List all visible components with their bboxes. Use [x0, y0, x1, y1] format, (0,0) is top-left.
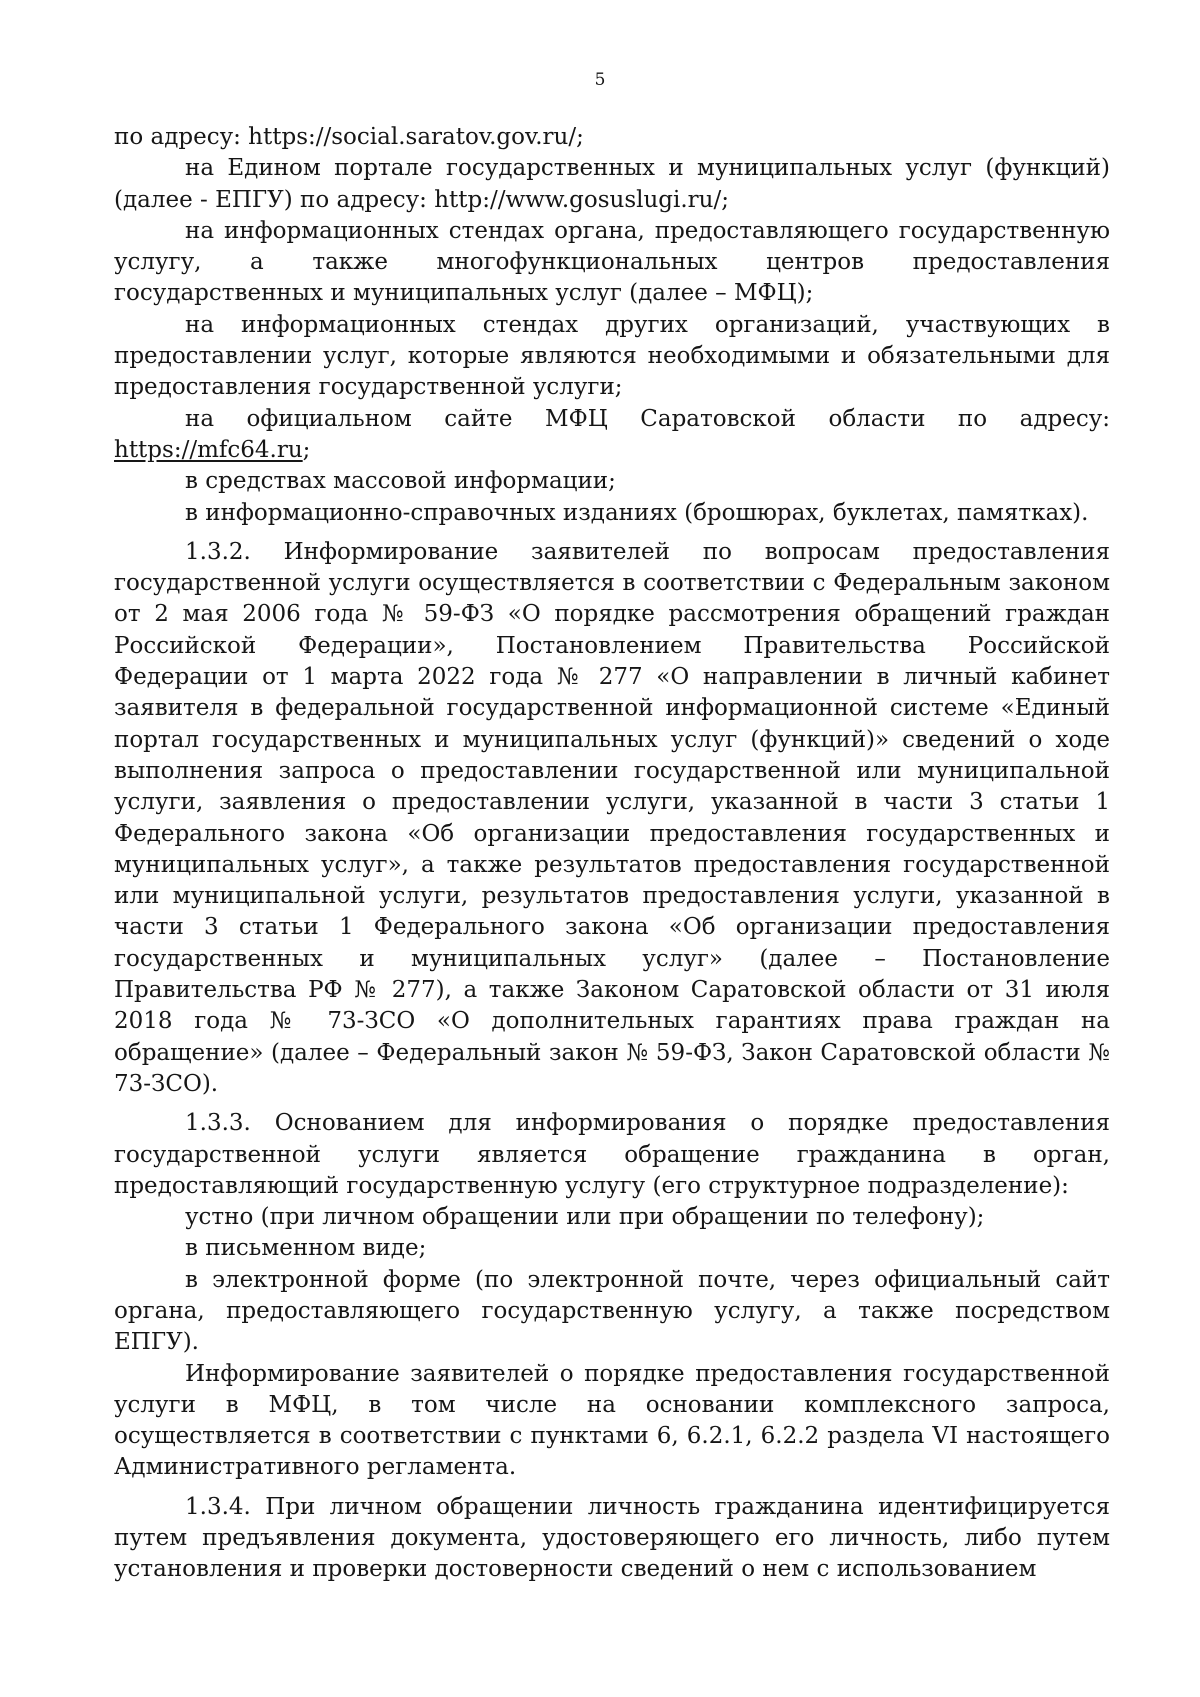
paragraph-mass-media: в средствах массовой информации;: [185, 468, 616, 495]
paragraph-electronic-form: в электронной форме (по электронной почте, через официальный сайт органа, предоставляющего государственную услугу, а также посредством ЕПГУ).: [114, 1266, 1110, 1356]
paragraph-mfc-link-line: [114, 435, 1110, 466]
paragraph-1-3-4: 1.3.4. При личном обращении личность гражданина идентифицируется путем предъявления документа, удостоверяющего его личность, либо путем установления и проверки достоверности сведений о нем с использованием: [114, 1493, 1110, 1583]
mfc-site-link[interactable]: https://mfc64.ru: [114, 436, 303, 463]
document-body: [114, 122, 1110, 1586]
paragraph-oral-form: устно (при личном обращении или при обращении по телефону);: [185, 1204, 985, 1231]
paragraph-epgu-address: на Едином портале государственных и муниципальных услуг (функций) (далее - ЕПГУ) по адресу: http://www.gosuslugi.ru/;: [114, 155, 1110, 213]
paragraph-reference-publications: в информационно-справочных изданиях (брошюрах, буклетах, памятках).: [185, 499, 1089, 526]
paragraph-mfc-informing: Информирование заявителей о порядке предоставления государственной услуги в МФЦ, в том числе на основании комплексного запроса, осуществляется в соответствии с пунктами 6, 6.2.1, 6.2.2 раздела VI настоящего Административного регламента.: [114, 1360, 1110, 1481]
mfc-site-text: на официальном сайте МФЦ Саратовской области по адресу:: [185, 405, 1110, 432]
paragraph-stands-other-organizations: на информационных стендах других организаций, участвующих в предоставлении услуг, которые являются необходимыми и обязательными для предоставления государственной услуги;: [114, 311, 1110, 401]
paragraph-social-portal-address: по адресу: https://social.saratov.gov.ru/;: [114, 124, 584, 150]
page-number: 5: [594, 70, 606, 90]
paragraph-stands-agency-mfc: на информационных стендах органа, предоставляющего государственную услугу, а также многофункциональных центров предоставления государственных и муниципальных услуг (далее – МФЦ);: [114, 217, 1110, 307]
paragraph-1-3-3: 1.3.3. Основанием для информирования о порядке предоставления государственной услуги является обращение гражданина в орган, предоставляющий государственную услугу (его структурное подразделение):: [114, 1110, 1110, 1199]
paragraph-mfc-site: [114, 404, 1110, 435]
mfc-link-suffix: ;: [302, 436, 311, 463]
paragraph-written-form: в письменном виде;: [185, 1235, 427, 1262]
paragraph-1-3-2: 1.3.2. Информирование заявителей по вопросам предоставления государственной услуги осуществляется в соответствии с Федеральным законом от 2 мая 2006 года № 59-ФЗ «О порядке рассмотрения обращений граждан Российской Федерации», Постановлением Правительства Российской Федерации от 1 марта 2022 года № 277 «О направлении в личный кабинет заявителя в федеральной государственной информационной системе «Единый портал государственных и муниципальных услуг (функций)» сведений о ходе выполнения запроса о предоставлении государственной или муниципальной услуги, заявления о предоставлении услуги, указанной в части 3 статьи 1 Федерального закона «Об организации предоставления государственных и муниципальных услуг», а также результатов предоставления государственной или муниципальной услуги, результатов предоставления услуги, указанной в части 3 статьи 1 Федерального закона «Об организации предоставления государственных и муниципальных услуг» (далее – Постановление Правительства РФ № 277), а также Законом Саратовской области от 31 июля 2018 года № 73-ЗСО «О дополнительных гарантиях права граждан на обращение» (далее – Федеральный закон № 59-ФЗ, Закон Саратовской области № 73-ЗСО).: [114, 538, 1110, 1097]
